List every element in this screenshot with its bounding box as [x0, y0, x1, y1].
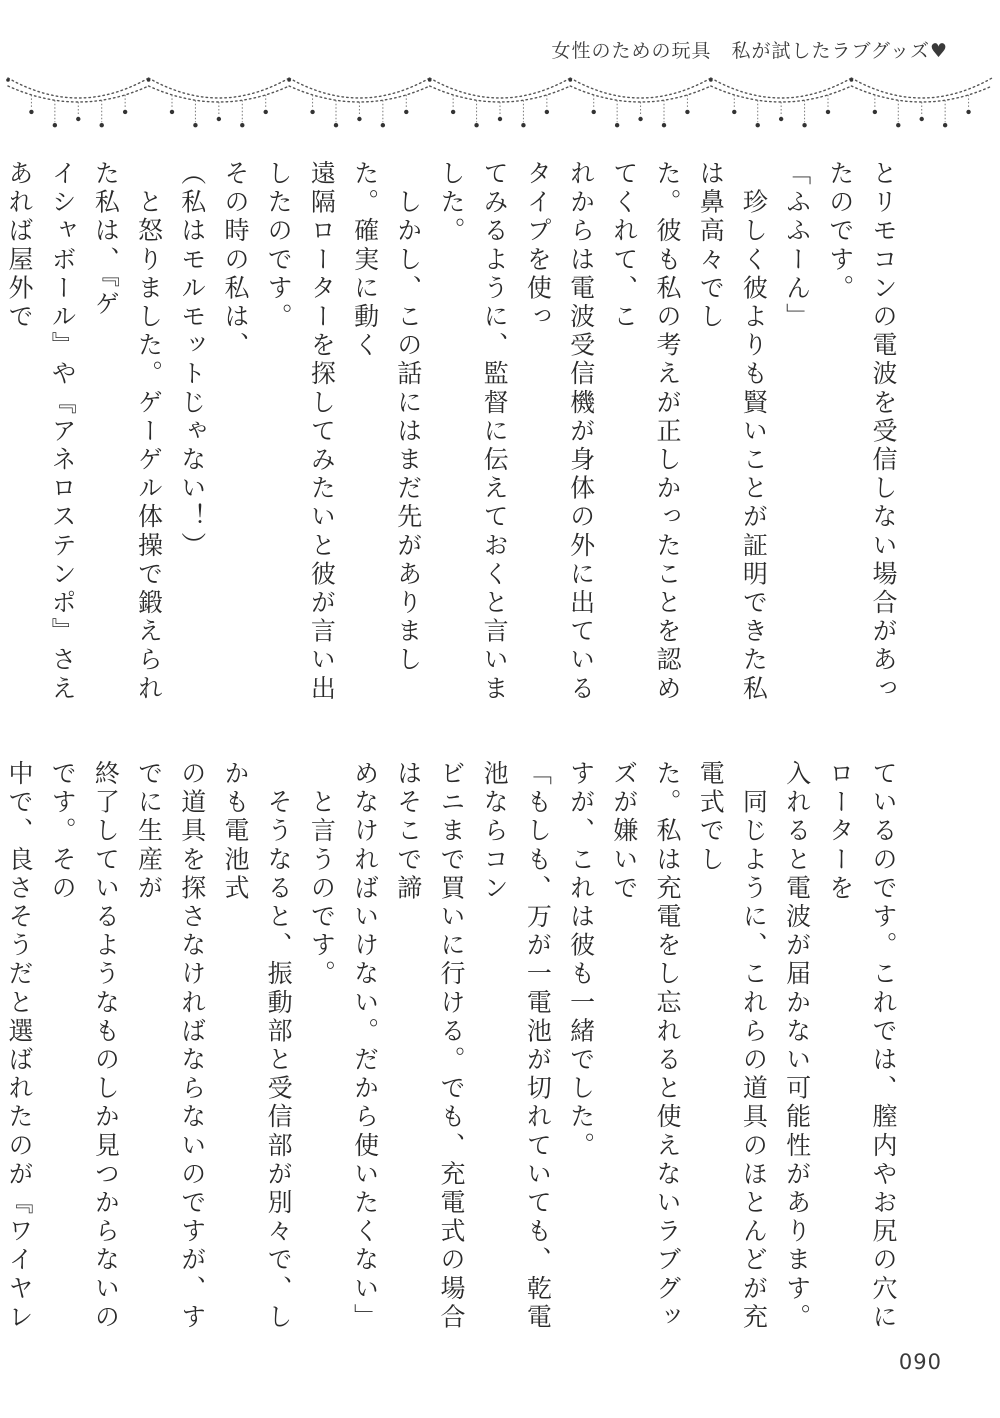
text-line: と言うのです。 [307, 760, 337, 989]
text-line: 中で、良さそうだと選ばれたのが『ワイヤレ [4, 760, 34, 1332]
text-line: そうなると、振動部と受信部が別々で、しかも電池式 [220, 760, 294, 1332]
text-line: た。私は充電をし忘れると使えないラブグッズが嫌いで [609, 760, 682, 1332]
text-line: と怒りました。ゲーゲル体操で鍛えられた私は、『ゲ [91, 160, 164, 704]
text-line: 遠隔ローターを探してみたいと彼が言い出したのです。 [264, 160, 337, 704]
text-line: めなければいけない。だから使いたくない」 [350, 760, 380, 1332]
text-line: その時の私は、 [220, 160, 250, 361]
text-line: イシャボール』や『アネロステンポ』さえあれば屋外で [4, 160, 78, 704]
text-line: ているのです。これでは、膣内やお尻の穴にローターを [825, 760, 898, 1332]
text-line: た。彼も私の考えが正しかったことを認めてくれて、こ [609, 160, 682, 704]
ornamental-garland [0, 66, 1000, 136]
text-block-lower [4, 760, 905, 1332]
text-line: 「ふふーん」 [782, 160, 812, 332]
text-line: 珍しく彼よりも賢いことが証明できた私は鼻高々でし [696, 160, 769, 704]
text-line: の道具を探さなければならないのですが、すでに生産が [134, 760, 207, 1332]
text-line: れからは電波受信機が身体の外に出ているタイプを使っ [523, 160, 596, 704]
text-line: てみるように、監督に伝えておくと言いました。 [436, 160, 510, 704]
text-block-upper [4, 160, 905, 730]
text-line: しかし、この話にはまだ先がありました。確実に動く [350, 160, 423, 675]
text-line: （私はモルモットじゃない！） [177, 160, 207, 561]
text-line: すが、これは彼も一緒でした。 [566, 760, 596, 1161]
text-line: 「もしも、万が一電池が切れていても、乾電池ならコン [480, 760, 553, 1332]
running-header: 女性のための玩具 私が試したラブグッズ♥ [551, 40, 948, 62]
text-line: とリモコンの電波を受信しない場合があったのです。 [825, 160, 898, 704]
text-line: 入れると電波が届かない可能性があります。 [782, 760, 812, 1332]
text-line: ビニまで買いに行ける。でも、充電式の場合はそこで諦 [393, 760, 466, 1332]
page-number: 090 [898, 1350, 942, 1374]
text-line: 同じように、これらの道具のほとんどが充電式でし [696, 760, 769, 1332]
text-line: 終了しているようなものしか見つからないのです。その [48, 760, 121, 1332]
